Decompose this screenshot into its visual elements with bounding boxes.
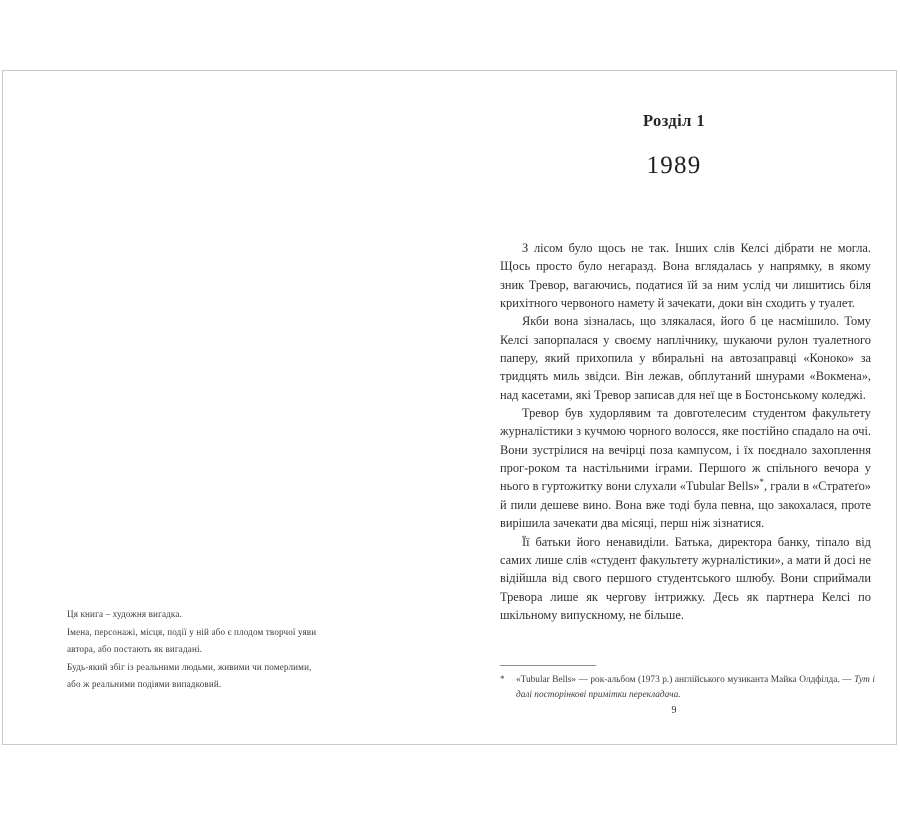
footnote-marker: * (500, 675, 505, 685)
chapter-number: 1989 (646, 152, 702, 179)
copyright-disclaimer (67, 606, 397, 694)
paragraph-1: З лісом було щось не так. Інших слів Келсі дібрати не могла. Щось просто було негаразд. Вона вглядалась у напрямку, в якому зник Тревор, вагаючись, податися їй за ним услід чи лишитись біля крихітного червоного намету й зачекати, доки він сходить у туалет. (500, 241, 871, 311)
paragraph-3 (500, 404, 871, 532)
recto-page (450, 71, 898, 744)
chapter-label: Розділ 1 (642, 111, 705, 130)
disclaimer-line-1: Ця книга – художня вигадка. (67, 609, 182, 619)
footnote-text (500, 673, 875, 702)
chapter-heading (450, 111, 898, 180)
paragraph-3-part-b: , грали в «Стратеґо» й пили дешеве вино. Вона вже тоді була певна, що закохалася, проте вирішила зачекати два місяці, перш ніж зізнатися. (500, 479, 871, 531)
disclaimer-line-3: автора, або постають як вигадані. (67, 644, 203, 655)
footnote-reference-marker: * (759, 477, 764, 488)
paragraph-2: Якби вона зізналась, що злякалася, його б це насмішило. Тому Келсі запорпалася у своєму наплічнику, шукаючи рулон туалетного паперу, який прихопила у вбиральні на автозаправці «Коноко» за тридцять миль звідси. Він лежав, обплутаний шнурами «Вокмена», над касетами, які Тревор записав для неї ще в Бостонському коледжі. (500, 314, 871, 402)
paragraph-4: Її батьки його ненавиділи. Батька, директора банку, тіпало від самих лише слів «студент факультету журналістики», а мати й досі не відійшла від свого першого студентського шлюбу. Вони сприймали Тревора лише як чергову інтрижку. Десь як партнера Келсі по шкільному випускному, не більше. (500, 534, 871, 622)
verso-page (3, 71, 450, 744)
footnote-block (500, 665, 875, 702)
disclaimer-line-4: Будь-який збіг із реальними людьми, живими чи померлими, (67, 661, 312, 672)
chapter-body-text (500, 239, 871, 624)
paragraph-3-part-a: Тревор був худорлявим та довготелесим студентом факультету журналістики з кучмою чорного волосся, яке постійно спадало на очі. Вони зустрілися на вечірці поза кампусом, і їх поєднало захоплення прог-роком та настільними іграми. Першого ж спільного вечора у нього в гуртожитку вони слухали «Tubular Bells» (500, 406, 871, 494)
disclaimer-line-2: Імена, персонажі, місця, події у ній або є плодом творчої уяви (67, 626, 317, 637)
footnote-separator-rule (500, 665, 596, 666)
footnote-text-italic: Тут і далі посторінкові примітки перекладача. (516, 675, 875, 700)
footnote-text-roman: «Tubular Bells» — рок-альбом (1973 р.) англійського музиканта Майка Олдфілда. — (516, 675, 855, 685)
disclaimer-line-5: або ж реальними подіями випадковий. (67, 679, 222, 690)
book-spread (2, 70, 897, 745)
page-number: 9 (671, 705, 677, 716)
